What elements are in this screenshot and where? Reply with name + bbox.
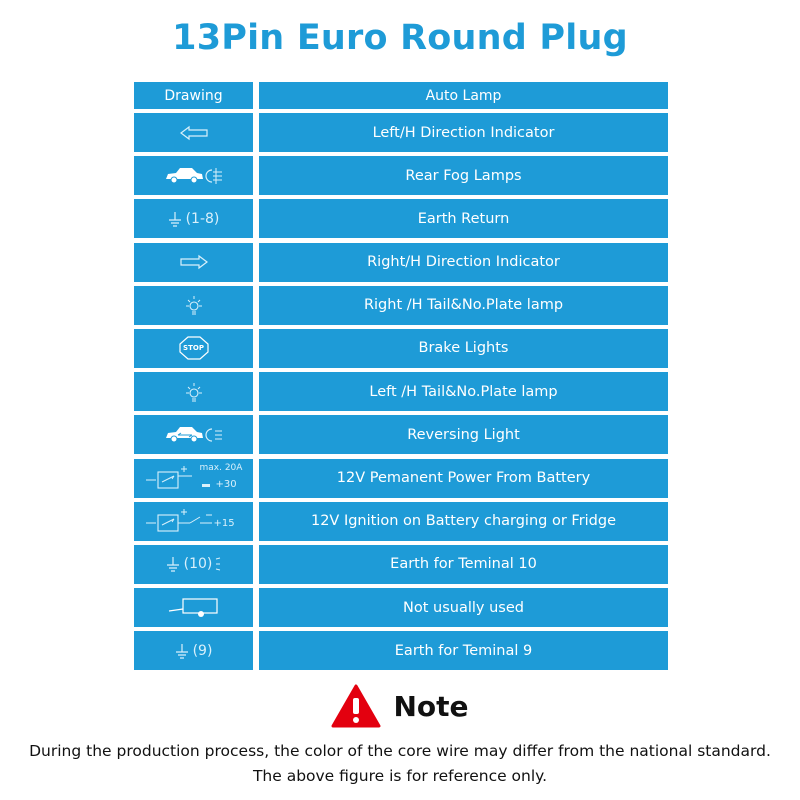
function-cell: Left /H Tail&No.Plate lamp <box>259 372 668 411</box>
drawing-cell <box>134 329 253 368</box>
table-row <box>134 156 668 195</box>
function-cell: Reversing Light <box>259 415 668 454</box>
car-reversing-light-icon <box>164 425 224 445</box>
ground-icon <box>168 211 182 227</box>
table-row <box>134 113 668 152</box>
table-row <box>134 502 668 541</box>
stop-sign-text: STOP <box>183 344 204 353</box>
ground-icon <box>175 643 189 659</box>
trailer-icon <box>167 597 221 619</box>
table-row <box>134 199 668 238</box>
function-cell: Earth for Teminal 10 <box>259 545 668 584</box>
note-title: Note <box>393 689 469 723</box>
function-cell: Earth for Teminal 9 <box>259 631 668 670</box>
function-cell: Right/H Direction Indicator <box>259 243 668 282</box>
left-arrow-icon <box>179 125 209 141</box>
drawing-cell <box>134 372 253 411</box>
drawing-cell <box>134 545 253 584</box>
drawing-cell <box>134 243 253 282</box>
header-function: Auto Lamp <box>259 82 668 109</box>
ignition-terminal-label: +15 <box>213 518 235 530</box>
page-title: 13Pin Euro Round Plug <box>172 18 628 58</box>
table-row <box>134 631 668 670</box>
right-arrow-icon <box>179 254 209 270</box>
stop-sign-icon <box>179 336 209 360</box>
table-row <box>134 545 668 584</box>
table-row <box>134 588 668 627</box>
battery-icon <box>144 462 244 494</box>
battery-max-label: max. 20A <box>199 463 243 473</box>
ground-icon <box>166 556 180 572</box>
terminal-label: (1-8) <box>185 210 220 227</box>
drawing-cell <box>134 588 253 627</box>
table-row <box>134 329 668 368</box>
drawing-cell <box>134 156 253 195</box>
function-cell: Not usually used <box>259 588 668 627</box>
terminal-label: (10) <box>183 556 213 573</box>
lamp-icon <box>183 294 205 316</box>
note-header <box>0 684 800 728</box>
drawing-cell <box>134 631 253 670</box>
function-cell: Left/H Direction Indicator <box>259 113 668 152</box>
drawing-cell <box>134 113 253 152</box>
drawing-cell <box>134 286 253 325</box>
function-cell: Brake Lights <box>259 329 668 368</box>
note-line-2: The above figure is for reference only. <box>252 767 548 785</box>
pin-table <box>134 82 668 674</box>
drawing-cell <box>134 459 253 498</box>
header-drawing: Drawing <box>134 82 253 109</box>
table-row <box>134 459 668 498</box>
terminal-label: (9) <box>192 642 213 659</box>
function-cell: Rear Fog Lamps <box>259 156 668 195</box>
table-row <box>134 286 668 325</box>
function-cell: 12V Pemanent Power From Battery <box>259 459 668 498</box>
function-cell: 12V Ignition on Battery charging or Fridge <box>259 502 668 541</box>
table-row <box>134 372 668 411</box>
car-fog-lamp-icon <box>164 166 224 186</box>
light-rays-icon <box>215 556 221 572</box>
lamp-icon <box>183 381 205 403</box>
note-line-1: During the production process, the color of the core wire may differ from the national standard. <box>29 742 771 760</box>
battery-terminal-label: +30 <box>215 479 237 490</box>
drawing-cell <box>134 199 253 238</box>
drawing-cell <box>134 502 253 541</box>
table-header <box>134 82 668 109</box>
battery-ignition-icon <box>144 505 244 537</box>
function-cell: Earth Return <box>259 199 668 238</box>
table-row <box>134 415 668 454</box>
table-row <box>134 243 668 282</box>
function-cell: Right /H Tail&No.Plate lamp <box>259 286 668 325</box>
warning-icon <box>331 684 381 728</box>
drawing-cell <box>134 415 253 454</box>
